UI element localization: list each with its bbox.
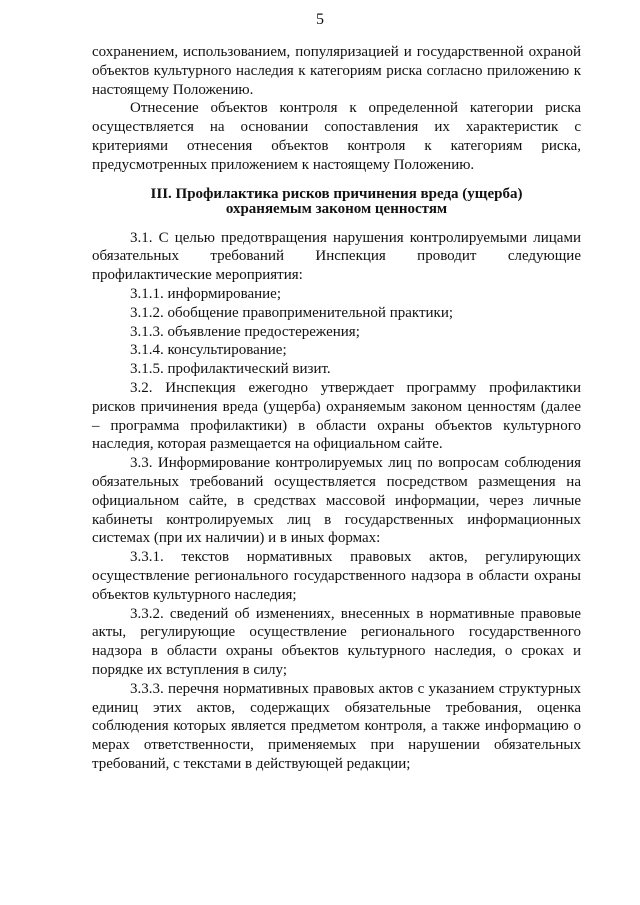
document-body — [92, 43, 581, 774]
list-item-3-1-5: 3.1.5. профилактический визит. — [130, 361, 331, 378]
paragraph-continuation: сохранением, использованием, популяризацией и государственной охраной объектов культурного наследия к категориям риска согласно приложению к настоящему Положению. — [92, 44, 581, 98]
paragraph-risk-category: Отнесение объектов контроля к определенной категории риска осуществляется на основании сопоставления их характеристик с критериями отнесения объектов контроля к категориям риска, предусмотренных приложением к настоящему Положению. — [92, 100, 581, 173]
paragraph-3-1: 3.1. С целью предотвращения нарушения контролируемыми лицами обязательных требований Инспекция проводит следующие профилактические мероприятия: — [92, 229, 581, 284]
page-number: 5 — [316, 11, 324, 28]
list-item-3-1-1: 3.1.1. информирование; — [130, 285, 281, 302]
section-title-line-2: охраняемым законом ценностям — [225, 201, 448, 218]
list-item-3-1-2: 3.1.2. обобщение правоприменительной практики; — [130, 304, 454, 321]
list-item-3-1-4: 3.1.4. консультирование; — [130, 342, 287, 359]
paragraph-3-3-1: 3.3.1. текстов нормативных правовых актов, регулирующих осуществление регионального государственного надзора в области охраны объектов культурного наследия; — [92, 549, 581, 603]
paragraph-3-3-3: 3.3.3. перечня нормативных правовых актов с указанием структурных единиц этих актов, содержащих обязательные требования, оценка соблюдения которых является предметом контроля, а также информацию о мерах ответственности, применяемых при нарушении обязательных требований, с текстами в действующей редакции; — [92, 680, 581, 772]
paragraph-3-3-2: 3.3.2. сведений об изменениях, внесенных в нормативные правовые акты, регулирующие осуществление регионального государственного надзора в области охраны объектов культурного наследия, о сроках и порядке их вступления в силу; — [92, 605, 581, 678]
paragraph-3-3: 3.3. Информирование контролируемых лиц по вопросам соблюдения обязательных требований осуществляется посредством размещения на официальном сайте, в средствах массовой информации, через личные кабинеты контролируемых лиц в государственных информационных системах (при их наличии) и в иных формах: — [92, 455, 581, 547]
section-title — [92, 187, 581, 218]
paragraph-3-2: 3.2. Инспекция ежегодно утверждает программу профилактики рисков причинения вреда (ущерба) охраняемым законом ценностям (далее – программа профилактики) в области охраны объектов культурного наследия, которая размещается на официальном сайте. — [92, 379, 581, 453]
section-title-line-1: III. Профилактика рисков причинения вреда (ущерба) — [150, 185, 523, 202]
list-item-3-1-3: 3.1.3. объявление предостережения; — [130, 323, 360, 340]
